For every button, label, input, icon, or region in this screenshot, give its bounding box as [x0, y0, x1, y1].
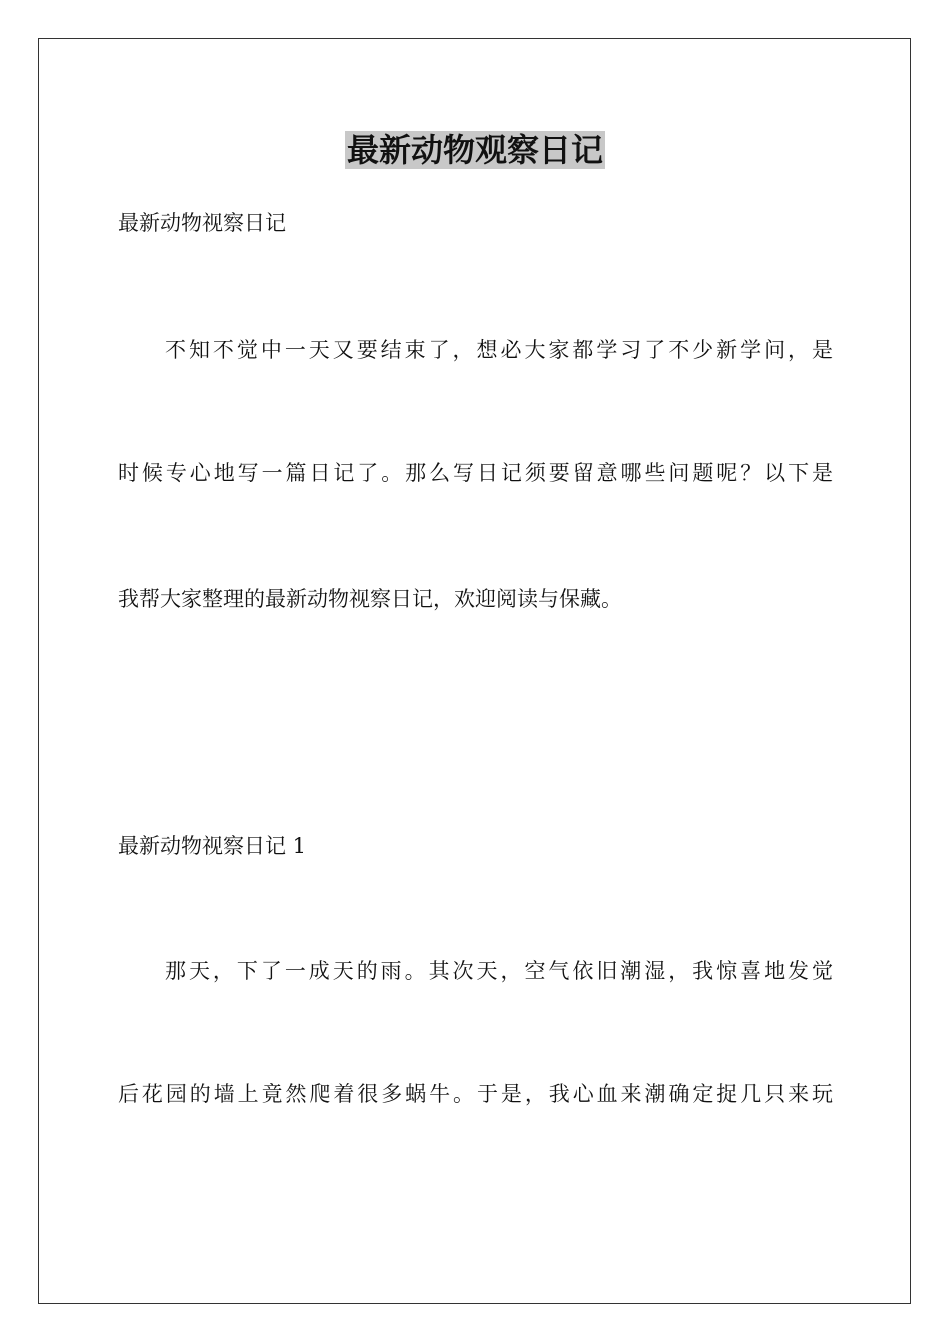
- paragraph-line: 后花园的墙上竟然爬着很多蜗牛。于是，我心血来潮确定捉几只来玩: [118, 1082, 833, 1106]
- paragraph-line: 那天，下了一成天的雨。其次天，空气依旧潮湿，我惊喜地发觉: [165, 959, 833, 983]
- paragraph-line: 时候专心地写一篇日记了。那么写日记须要留意哪些问题呢？以下是: [118, 461, 833, 485]
- document-subtitle: 最新动物视察日记: [118, 211, 286, 235]
- document-title: [0, 130, 950, 170]
- document-title-text: 最新动物观察日记: [346, 131, 603, 169]
- paragraph-line: 我帮大家整理的最新动物视察日记，欢迎阅读与保藏。: [118, 587, 622, 611]
- paragraph-line: 不知不觉中一天又要结束了，想必大家都学习了不少新学问，是: [165, 338, 833, 362]
- section-heading: 最新动物视察日记 1: [118, 834, 307, 858]
